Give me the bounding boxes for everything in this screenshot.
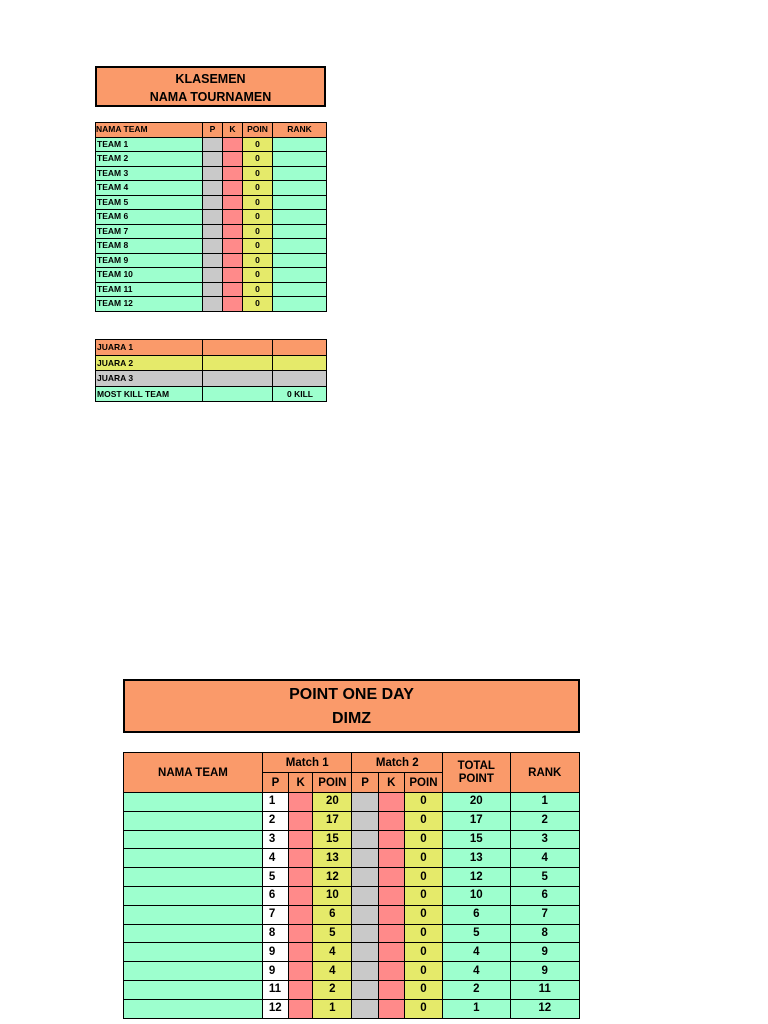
total-point: 6 [443, 905, 510, 924]
point-one-day-header [123, 679, 580, 733]
poin-cell: 0 [243, 239, 273, 254]
poin-cell: 0 [243, 166, 273, 181]
m1-placement: 9 [262, 943, 288, 962]
rank-cell: 3 [510, 830, 579, 849]
team-name-cell [124, 793, 263, 812]
team-name: TEAM 9 [96, 253, 203, 268]
kill-cell [223, 297, 243, 312]
m1-kill [289, 849, 313, 868]
point-one-day-subtitle: DIMZ [331, 710, 372, 727]
point-row [124, 830, 580, 849]
m2-kill [378, 905, 404, 924]
m2-placement [352, 943, 378, 962]
kill-cell [223, 152, 243, 167]
team-name: TEAM 7 [96, 224, 203, 239]
m2-kill [378, 830, 404, 849]
team-name: TEAM 3 [96, 166, 203, 181]
col-header-m2-p: P [352, 773, 378, 793]
m1-placement: 9 [262, 962, 288, 981]
total-point: 20 [443, 793, 510, 812]
m2-placement [352, 980, 378, 999]
m2-poin: 0 [404, 868, 442, 887]
rank-cell: 5 [510, 868, 579, 887]
m1-poin: 17 [313, 811, 352, 830]
klasemen-row [96, 210, 327, 225]
total-label-line1: TOTAL [457, 759, 495, 772]
team-name-cell [124, 980, 263, 999]
m1-poin: 12 [313, 868, 352, 887]
m1-poin: 15 [313, 830, 352, 849]
placement-cell [203, 181, 223, 196]
tournament-name: NAMA TOURNAMEN [149, 90, 272, 104]
m1-kill [289, 980, 313, 999]
klasemen-row [96, 152, 327, 167]
m1-placement: 1 [262, 793, 288, 812]
total-label-line2: POINT [458, 772, 494, 785]
team-name: TEAM 12 [96, 297, 203, 312]
juara-row [96, 340, 327, 356]
m1-poin: 13 [313, 849, 352, 868]
poin-cell: 0 [243, 297, 273, 312]
poin-cell: 0 [243, 282, 273, 297]
team-name-cell [124, 811, 263, 830]
m1-kill [289, 943, 313, 962]
rank-cell [273, 282, 327, 297]
m1-poin: 20 [313, 793, 352, 812]
kill-cell [223, 210, 243, 225]
point-row [124, 962, 580, 981]
m1-kill [289, 905, 313, 924]
juara-row [96, 355, 327, 371]
m2-kill [378, 868, 404, 887]
rank-cell: 6 [510, 886, 579, 905]
m2-kill [378, 962, 404, 981]
team-name: TEAM 11 [96, 282, 203, 297]
col-header-m1-poin: POIN [313, 773, 352, 793]
kill-cell [223, 137, 243, 152]
rank-cell: 9 [510, 943, 579, 962]
team-name-cell [124, 830, 263, 849]
rank-cell [273, 253, 327, 268]
most-kill-row [96, 386, 327, 402]
point-row [124, 811, 580, 830]
m1-poin: 6 [313, 905, 352, 924]
placement-cell [203, 166, 223, 181]
total-point: 2 [443, 980, 510, 999]
m1-poin: 5 [313, 924, 352, 943]
klasemen-row [96, 268, 327, 283]
col-header-rank: RANK [510, 753, 579, 793]
klasemen-row [96, 195, 327, 210]
klasemen-row [96, 166, 327, 181]
col-header-team: NAMA TEAM [96, 123, 203, 138]
kill-cell [223, 268, 243, 283]
team-name-cell [124, 999, 263, 1018]
m1-kill [289, 868, 313, 887]
team-name-cell [124, 849, 263, 868]
poin-cell: 0 [243, 195, 273, 210]
m1-placement: 5 [262, 868, 288, 887]
m2-poin: 0 [404, 999, 442, 1018]
m2-poin: 0 [404, 980, 442, 999]
juara-table [95, 339, 327, 402]
juara-value [203, 355, 273, 371]
team-name: TEAM 5 [96, 195, 203, 210]
total-point: 5 [443, 924, 510, 943]
m2-placement [352, 849, 378, 868]
m2-poin: 0 [404, 924, 442, 943]
m2-kill [378, 980, 404, 999]
placement-cell [203, 297, 223, 312]
poin-cell: 0 [243, 210, 273, 225]
klasemen-table [95, 122, 327, 312]
juara-extra [273, 371, 327, 387]
placement-cell [203, 268, 223, 283]
klasemen-row [96, 137, 327, 152]
klasemen-row [96, 297, 327, 312]
most-kill-value: 0 KILL [273, 386, 327, 402]
kill-cell [223, 282, 243, 297]
rank-cell [273, 210, 327, 225]
m1-placement: 6 [262, 886, 288, 905]
juara-extra [273, 340, 327, 356]
m1-poin: 1 [313, 999, 352, 1018]
point-row [124, 924, 580, 943]
kill-cell [223, 195, 243, 210]
m1-placement: 2 [262, 811, 288, 830]
m1-placement: 3 [262, 830, 288, 849]
team-name: TEAM 2 [96, 152, 203, 167]
col-header-m1-p: P [262, 773, 288, 793]
m2-kill [378, 924, 404, 943]
placement-cell [203, 253, 223, 268]
total-point: 12 [443, 868, 510, 887]
klasemen-row [96, 282, 327, 297]
m1-placement: 7 [262, 905, 288, 924]
klasemen-row [96, 239, 327, 254]
rank-cell [273, 268, 327, 283]
juara-row [96, 371, 327, 387]
juara-label: JUARA 1 [96, 340, 203, 356]
rank-cell [273, 166, 327, 181]
placement-cell [203, 239, 223, 254]
col-header-match2: Match 2 [352, 753, 443, 773]
juara-label: JUARA 3 [96, 371, 203, 387]
total-point: 15 [443, 830, 510, 849]
point-row [124, 793, 580, 812]
col-header-m2-poin: POIN [404, 773, 442, 793]
klasemen-row [96, 181, 327, 196]
klasemen-header [95, 66, 326, 107]
team-name: TEAM 8 [96, 239, 203, 254]
m2-kill [378, 849, 404, 868]
col-header-poin: POIN [243, 123, 273, 138]
m2-kill [378, 886, 404, 905]
m1-poin: 10 [313, 886, 352, 905]
col-header-team: NAMA TEAM [124, 753, 263, 793]
placement-cell [203, 195, 223, 210]
team-name: TEAM 4 [96, 181, 203, 196]
juara-value [203, 340, 273, 356]
point-row [124, 868, 580, 887]
klasemen-header-row [96, 123, 327, 138]
team-name-cell [124, 962, 263, 981]
m2-placement [352, 999, 378, 1018]
klasemen-title: KLASEMEN [175, 72, 246, 86]
team-name-cell [124, 943, 263, 962]
total-point: 13 [443, 849, 510, 868]
poin-cell: 0 [243, 224, 273, 239]
rank-cell: 12 [510, 999, 579, 1018]
team-name-cell [124, 886, 263, 905]
team-name-cell [124, 924, 263, 943]
m2-placement [352, 905, 378, 924]
m2-poin: 0 [404, 905, 442, 924]
rank-cell: 7 [510, 905, 579, 924]
rank-cell [273, 224, 327, 239]
m1-kill [289, 999, 313, 1018]
klasemen-row [96, 224, 327, 239]
team-name-cell [124, 868, 263, 887]
poin-cell: 0 [243, 253, 273, 268]
m1-poin: 4 [313, 943, 352, 962]
placement-cell [203, 282, 223, 297]
juara-extra [273, 355, 327, 371]
m1-poin: 4 [313, 962, 352, 981]
point-row [124, 980, 580, 999]
col-header-m2-k: K [378, 773, 404, 793]
point-one-day-table [123, 752, 580, 1019]
point-row [124, 999, 580, 1018]
kill-cell [223, 181, 243, 196]
point-row [124, 943, 580, 962]
m2-placement [352, 962, 378, 981]
col-header-rank: RANK [273, 123, 327, 138]
m1-placement: 11 [262, 980, 288, 999]
m1-kill [289, 793, 313, 812]
point-one-day-title: POINT ONE DAY [289, 686, 414, 703]
juara-value [203, 371, 273, 387]
team-name: TEAM 6 [96, 210, 203, 225]
rank-cell [273, 152, 327, 167]
rank-cell: 1 [510, 793, 579, 812]
team-name: TEAM 10 [96, 268, 203, 283]
team-name-cell [124, 905, 263, 924]
m1-kill [289, 830, 313, 849]
total-point: 4 [443, 943, 510, 962]
point-row [124, 849, 580, 868]
point-row [124, 905, 580, 924]
col-header-match1: Match 1 [262, 753, 352, 773]
placement-cell [203, 210, 223, 225]
m2-placement [352, 886, 378, 905]
m2-kill [378, 999, 404, 1018]
point-row [124, 886, 580, 905]
juara-label: JUARA 2 [96, 355, 203, 371]
m2-kill [378, 793, 404, 812]
rank-cell [273, 181, 327, 196]
most-kill-label: MOST KILL TEAM [96, 386, 203, 402]
col-header-p: P [203, 123, 223, 138]
total-point: 1 [443, 999, 510, 1018]
m1-placement: 4 [262, 849, 288, 868]
col-header-m1-k: K [289, 773, 313, 793]
m2-poin: 0 [404, 830, 442, 849]
poin-cell: 0 [243, 181, 273, 196]
col-header-total [443, 753, 510, 793]
rank-cell: 4 [510, 849, 579, 868]
m2-poin: 0 [404, 886, 442, 905]
placement-cell [203, 137, 223, 152]
team-name: TEAM 1 [96, 137, 203, 152]
m2-poin: 0 [404, 793, 442, 812]
most-kill-team [203, 386, 273, 402]
rank-cell [273, 297, 327, 312]
poin-cell: 0 [243, 137, 273, 152]
rank-cell: 11 [510, 980, 579, 999]
m2-kill [378, 811, 404, 830]
kill-cell [223, 166, 243, 181]
col-header-k: K [223, 123, 243, 138]
rank-cell [273, 195, 327, 210]
m2-placement [352, 924, 378, 943]
rank-cell [273, 137, 327, 152]
m2-kill [378, 943, 404, 962]
m1-kill [289, 886, 313, 905]
m2-poin: 0 [404, 811, 442, 830]
m2-poin: 0 [404, 849, 442, 868]
m1-kill [289, 924, 313, 943]
total-point: 10 [443, 886, 510, 905]
placement-cell [203, 152, 223, 167]
m2-poin: 0 [404, 943, 442, 962]
rank-cell: 8 [510, 924, 579, 943]
m1-poin: 2 [313, 980, 352, 999]
rank-cell [273, 239, 327, 254]
poin-cell: 0 [243, 268, 273, 283]
poin-cell: 0 [243, 152, 273, 167]
kill-cell [223, 253, 243, 268]
rank-cell: 9 [510, 962, 579, 981]
kill-cell [223, 239, 243, 254]
m2-placement [352, 811, 378, 830]
placement-cell [203, 224, 223, 239]
m2-placement [352, 830, 378, 849]
m2-placement [352, 793, 378, 812]
m2-placement [352, 868, 378, 887]
m1-placement: 12 [262, 999, 288, 1018]
kill-cell [223, 224, 243, 239]
point-header-row-1 [124, 753, 580, 773]
m1-kill [289, 962, 313, 981]
total-point: 17 [443, 811, 510, 830]
total-point: 4 [443, 962, 510, 981]
m1-placement: 8 [262, 924, 288, 943]
rank-cell: 2 [510, 811, 579, 830]
m2-poin: 0 [404, 962, 442, 981]
m1-kill [289, 811, 313, 830]
klasemen-row [96, 253, 327, 268]
